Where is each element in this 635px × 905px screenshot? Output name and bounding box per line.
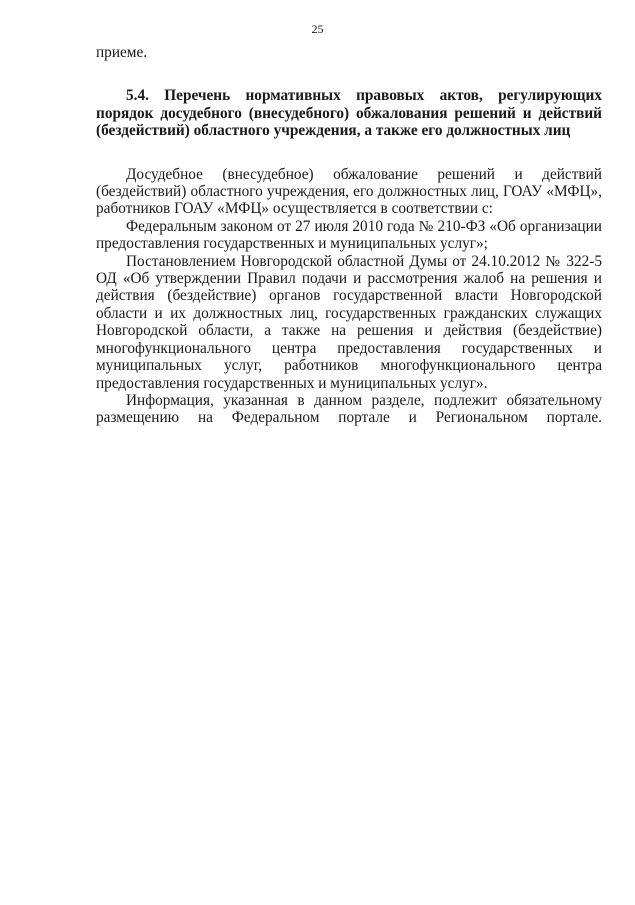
page-number: 25 bbox=[311, 22, 324, 36]
paragraph-information: Информация, указанная в данном разделе, подлежит обязательному размещению на Федеральном портале и Региональном портале. bbox=[96, 391, 602, 427]
document-body bbox=[96, 44, 602, 427]
paragraph-continuation: приеме. bbox=[96, 44, 148, 61]
paragraph-intro: Досудебное (внесудебное) обжалование решений и действий (бездействий) областного учреждения, его должностных лиц, ГОАУ «МФЦ», работников ГОАУ «МФЦ» осуществляется в соответствии с: bbox=[96, 165, 602, 218]
paragraph-resolution: Постановлением Новгородской областной Думы от 24.10.2012 № 322-5 ОД «Об утверждении Правил подачи и рассмотрения жалоб на решения и действия (бездействие) органов государственной власти Новгородской области и их должностных лиц, государственных гражданских служащих Новгородской области, а также на решения и действия (бездействие) многофункционального центра предоставления государственных и муниципальных услуг, работников многофункционального центра предоставления государственных и муниципальных услуг». bbox=[96, 252, 602, 392]
section-heading: 5.4. Перечень нормативных правовых актов, регулирующих порядок досудебного (внесудебного) обжалования решений и действий (бездействий) областного учреждения, а также его должностных лиц bbox=[96, 87, 602, 140]
paragraph-federal-law: Федеральным законом от 27 июля 2010 года № 210-ФЗ «Об организации предоставления государственных и муниципальных услуг»; bbox=[96, 217, 602, 253]
